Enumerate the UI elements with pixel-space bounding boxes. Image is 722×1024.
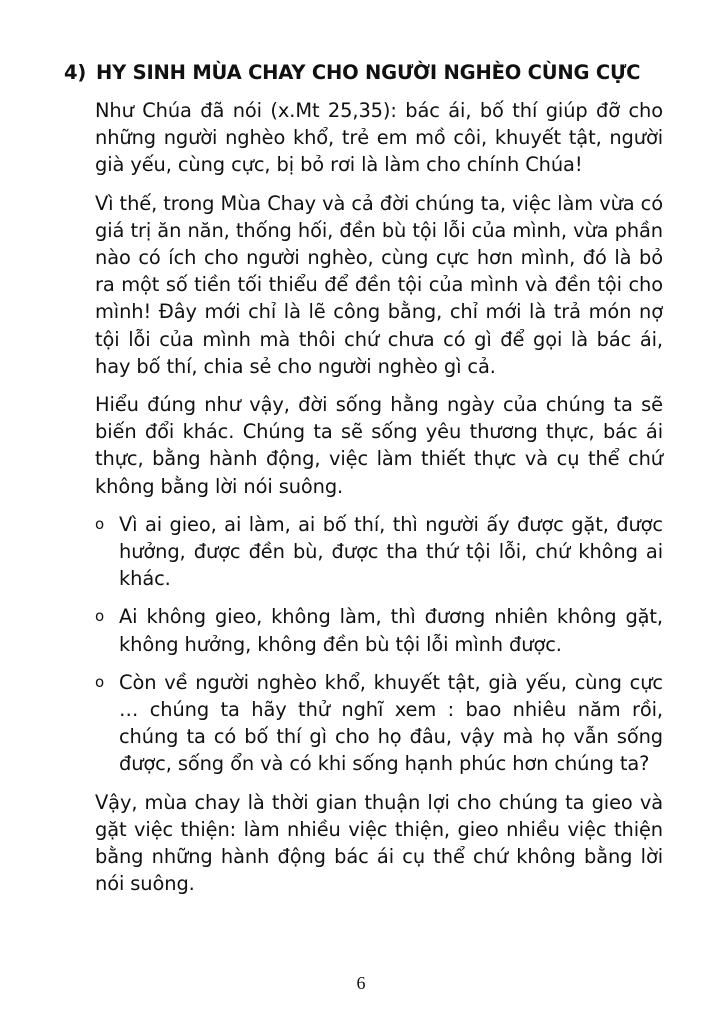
bullet-marker: o <box>95 672 105 691</box>
paragraph: Vì thế, trong Mùa Chay và cả đời chúng ta, việc làm vừa có giá trị ăn năn, thống hối, đền bù tội lỗi của mình, vừa phần nào có ích cho người nghèo, cùng cực hơn mình, đó là bỏ ra một số tiền tối thiểu để đền tội của mình và đền tội cho mình! Đây mới chỉ là lẽ công bằng, chỉ mới là trả món nợ tội lỗi của mình mà thôi chứ chưa có gì để gọi là bác ái, hay bố thí, chia sẻ cho người nghèo gì cả. <box>95 191 663 378</box>
paragraph: Vậy, mùa chay là thời gian thuận lợi cho chúng ta gieo và gặt việc thiện: làm nhiều việc thiện, gieo nhiều việc thiện bằng những hành động bác ái cụ thể chứ không bằng lời nói suông. <box>95 790 663 896</box>
section-body <box>95 97 663 908</box>
bullet-list <box>95 511 663 778</box>
bullet-item <box>95 511 663 593</box>
bullet-text: Còn về người nghèo khổ, khuyết tật, già yếu, cùng cực … chúng ta hãy thử nghĩ xem : bao nhiêu năm rồi, chúng ta có bố thí gì cho họ đâu, vậy mà họ vẫn sống được, sống ổn và có khi sống hạnh phúc hơn chúng ta? <box>119 670 663 776</box>
paragraph: Hiểu đúng như vậy, đời sống hằng ngày của chúng ta sẽ biến đổi khác. Chúng ta sẽ sống yêu thương thực, bác ái thực, bằng hành động, việc làm thiết thực và cụ thể chứ không bằng lời nói suông. <box>95 393 663 498</box>
paragraph: Như Chúa đã nói (x.Mt 25,35): bác ái, bố thí giúp đỡ cho những người nghèo khổ, trẻ em mồ côi, khuyết tật, người già yếu, cùng cực, bị bỏ rơi là làm cho chính Chúa! <box>95 99 663 177</box>
page-number: 6 <box>356 973 366 993</box>
bullet-marker: o <box>95 514 105 533</box>
bullet-item <box>95 669 663 778</box>
bullet-text: Ai không gieo, không làm, thì đương nhiên không gặt, không hưởng, không đền bù tội lỗi mình được. <box>119 605 663 656</box>
section-heading <box>64 58 684 88</box>
bullet-item <box>95 603 663 657</box>
bullet-text: Vì ai gieo, ai làm, ai bố thí, thì người ấy được gặt, được hưởng, được đền bù, được tha thứ tội lỗi, chứ không ai khác. <box>119 512 663 591</box>
section-title: HY SINH MÙA CHAY CHO NGƯỜI NGHÈO CÙNG CỰC <box>96 61 641 84</box>
section-number: 4) <box>64 61 87 84</box>
bullet-marker: o <box>95 607 105 626</box>
